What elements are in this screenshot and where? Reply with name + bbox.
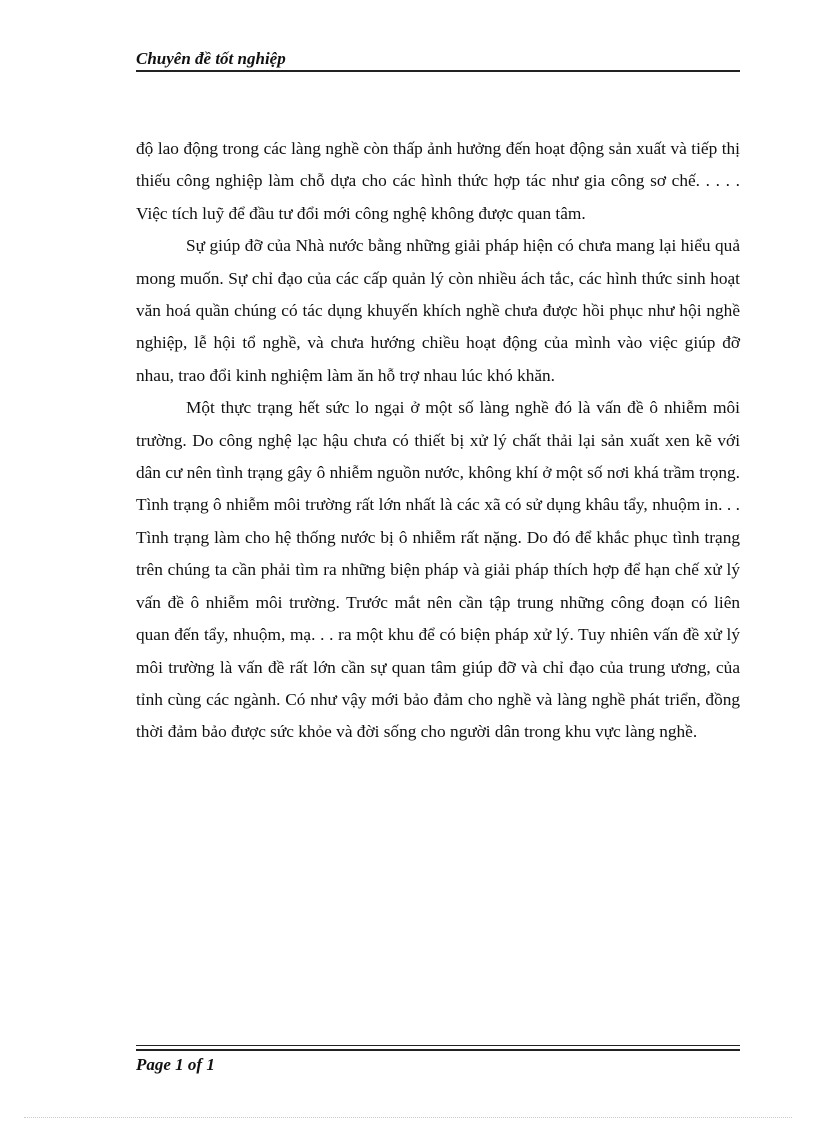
paragraph-3: Một thực trạng hết sức lo ngại ở một số làng nghề đó là vấn đề ô nhiễm môi trường. Do công nghệ lạc hậu chưa có thiết bị xử lý chất thải lại sản xuất xen kẽ với dân cư nên tình trạng gây ô nhiễm nguồn nước, không khí ở một số nơi khá trầm trọng. Tình trạng ô nhiễm môi trường rất lớn nhất là các xã có sử dụng khâu tẩy, nhuộm in. . . Tình trạng làm cho hệ thống nước bị ô nhiễm rất nặng. Do đó để khắc phục tình trạng trên chúng ta cần phải tìm ra những biện pháp và giải pháp thích hợp để hạn chế xử lý vấn đề ô nhiễm môi trường. Trước mắt nên cần tập trung những công đoạn có liên quan đến tẩy, nhuộm, mạ. . . ra một khu để có biện pháp xử lý. Tuy nhiên vấn đề xử lý môi trường là vấn đề rất lớn cần sự quan tâm giúp đỡ và chỉ đạo của trung ương, của tỉnh cùng các ngành. Có như vậy mới bảo đảm cho nghề và làng nghề phát triển, đồng thời đảm bảo được sức khỏe và đời sống cho người dân trong khu vực làng nghề. [136,398,740,742]
header-title: Chuyên đề tốt nghiệp [136,49,286,68]
page-number: Page 1 of 1 [136,1055,215,1074]
paragraph-2: Sự giúp đỡ của Nhà nước bằng những giải pháp hiện có chưa mang lại hiểu quả mong muốn. Sự chỉ đạo của các cấp quản lý còn nhiều ách tắc, các hình thức sinh hoạt văn hoá quần chúng có tác dụng khuyến khích nghề chưa được hồi phục như hội nghề nghiệp, lễ hội tổ nghề, và chưa hướng chiều hoạt động của mình vào việc giúp đỡ nhau, trao đổi kinh nghiệm làm ăn hỗ trợ nhau lúc khó khăn. [136,236,740,385]
page-footer [136,1045,740,1081]
footer-rule-thick [136,1049,740,1051]
header-rule [136,70,740,72]
paragraph-1: độ lao động trong các làng nghề còn thấp ảnh hưởng đến hoạt động sản xuất và tiếp thị thiếu công nghiệp làm chỗ dựa cho các hình thức hợp tác như gia công sơ chế. . . . . Việc tích luỹ để đầu tư đổi mới công nghệ không được quan tâm. [136,139,740,223]
document-body [136,133,740,749]
footer-rule-thin [136,1045,740,1046]
page-edge-divider [24,1117,792,1118]
page-header [136,48,740,72]
